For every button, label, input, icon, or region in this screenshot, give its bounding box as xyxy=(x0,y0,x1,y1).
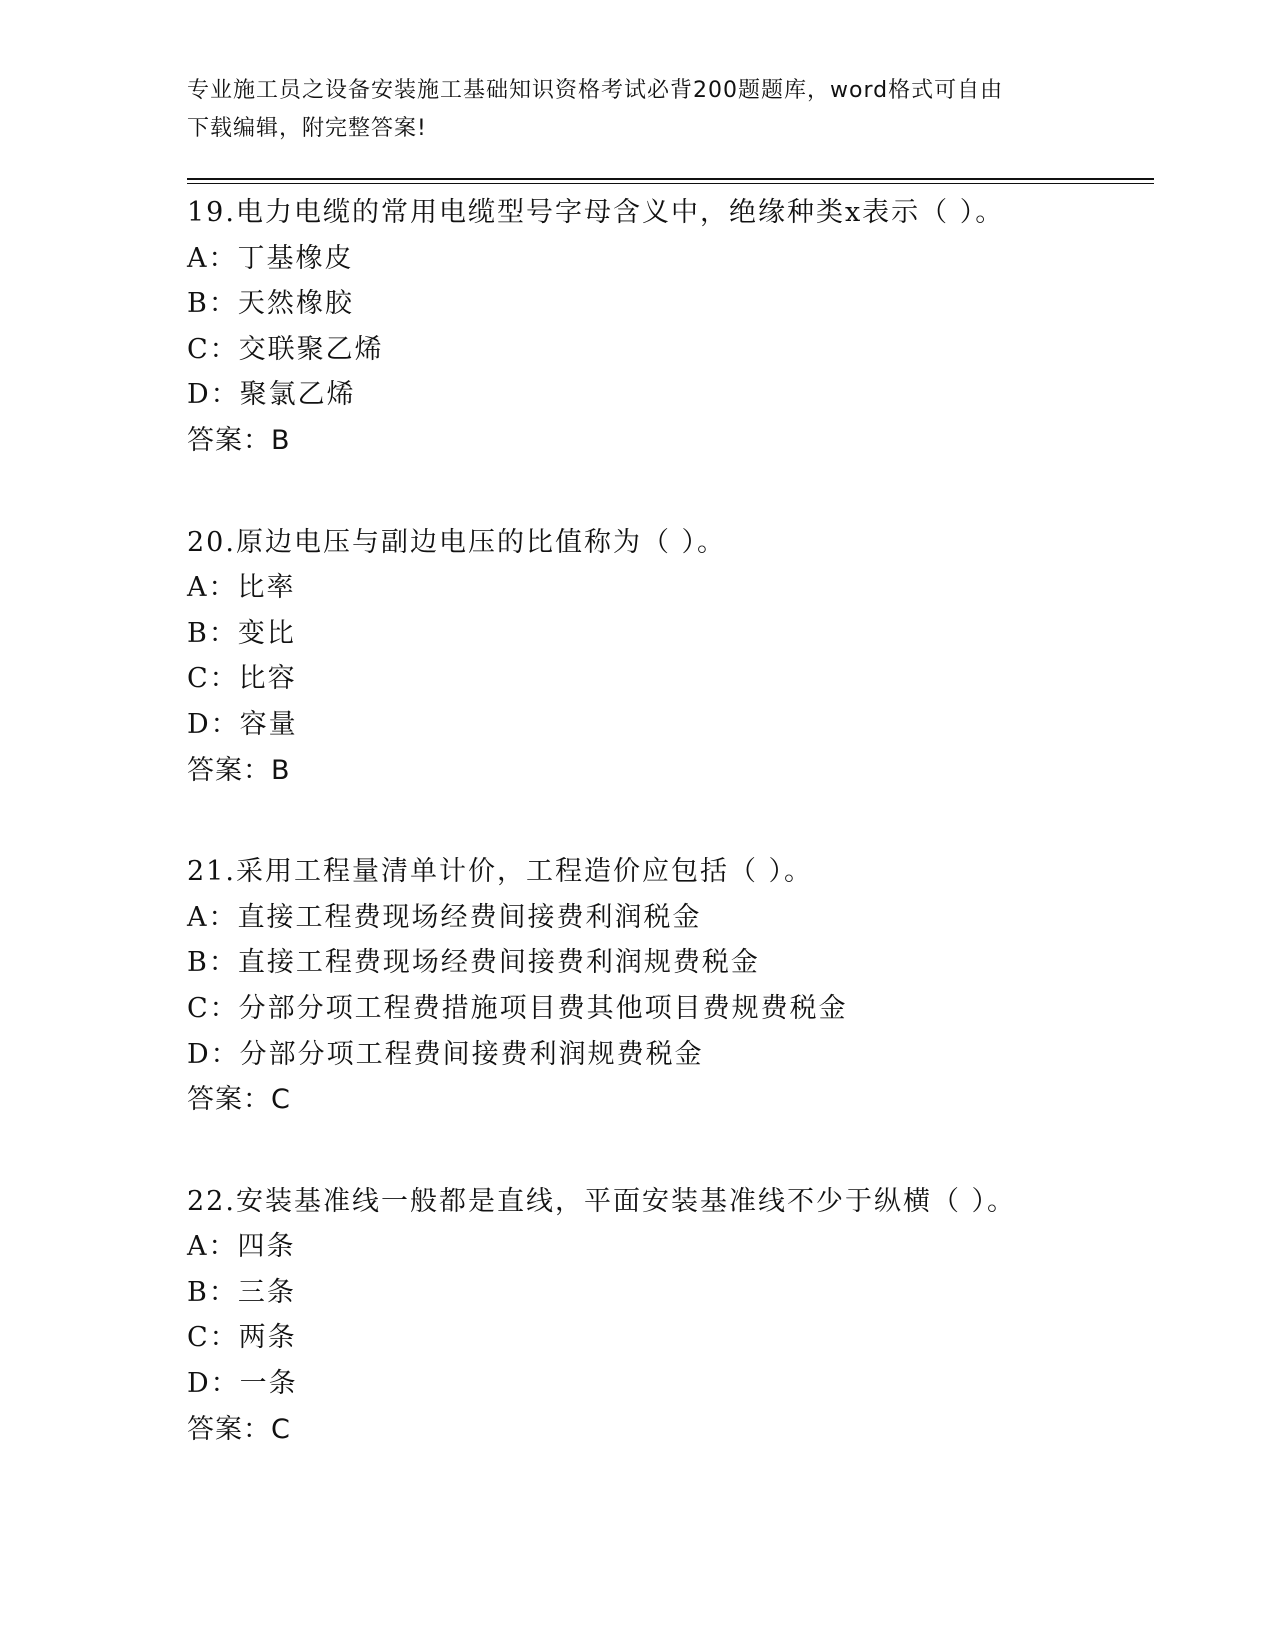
question-22 xyxy=(187,1179,1147,1453)
option-a: A：四条 xyxy=(187,1231,296,1263)
answer: 答案：C xyxy=(187,1413,291,1445)
option-d: D：容量 xyxy=(187,708,298,740)
option-c: C：分部分项工程费措施项目费其他项目费规费税金 xyxy=(187,992,848,1024)
header-line-1: 专业施工员之设备安装施工基础知识资格考试必背200题题库，word格式可自由 xyxy=(187,78,1004,103)
answer: 答案：C xyxy=(187,1084,291,1116)
option-a: A：比率 xyxy=(187,572,296,604)
question-19 xyxy=(187,190,1147,464)
answer: 答案：B xyxy=(187,754,291,786)
option-d: D：一条 xyxy=(187,1368,298,1400)
answer: 答案：B xyxy=(187,424,291,456)
option-d: D：聚氯乙烯 xyxy=(187,379,356,411)
question-21 xyxy=(187,849,1147,1123)
document-header xyxy=(187,72,1067,148)
option-b: B：天然橡胶 xyxy=(187,288,354,320)
header-divider-thin xyxy=(187,183,1154,184)
option-a: A：丁基橡皮 xyxy=(187,242,354,274)
option-b: B：直接工程费现场经费间接费利润规费税金 xyxy=(187,947,760,979)
option-a: A：直接工程费现场经费间接费利润税金 xyxy=(187,901,702,933)
header-divider-thick xyxy=(187,178,1154,180)
question-stem: 20.原边电压与副边电压的比值称为（ ）。 xyxy=(187,526,727,558)
option-c: C：两条 xyxy=(187,1322,297,1354)
header-line-2: 下载编辑，附完整答案! xyxy=(187,116,427,141)
question-20 xyxy=(187,520,1147,794)
option-c: C：交联聚乙烯 xyxy=(187,333,384,365)
question-list xyxy=(187,190,1147,1508)
option-b: B：变比 xyxy=(187,617,296,649)
question-stem: 21.采用工程量清单计价，工程造价应包括（ ）。 xyxy=(187,856,814,888)
question-stem: 22.安装基准线一般都是直线，平面安装基准线不少于纵横（ ）。 xyxy=(187,1185,1017,1217)
question-stem: 19.电力电缆的常用电缆型号字母含义中，绝缘种类x表示（ ）。 xyxy=(187,197,1005,228)
option-c: C：比容 xyxy=(187,663,297,695)
option-b: B：三条 xyxy=(187,1276,296,1308)
option-d: D：分部分项工程费间接费利润规费税金 xyxy=(187,1038,704,1070)
